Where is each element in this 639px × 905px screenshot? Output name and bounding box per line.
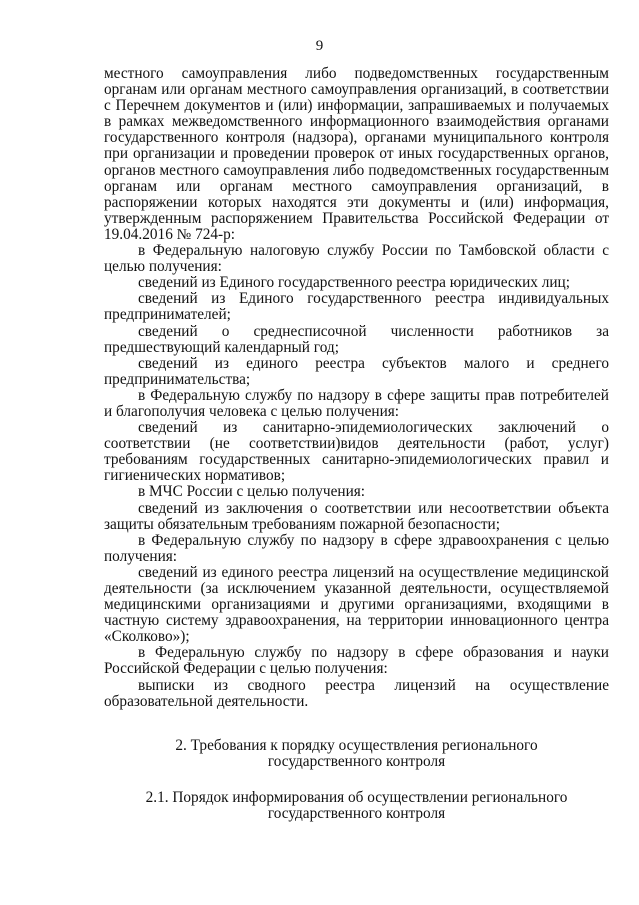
- page-number: 9: [315, 38, 324, 54]
- subsection-heading-line: государственного контроля: [267, 805, 446, 823]
- paragraph: сведений из Единого государственного реестра индивидуальных предпринимателей;: [104, 290, 609, 324]
- paragraph: сведений о среднесписочной численности работников за предшествующий календарный год;: [104, 322, 609, 356]
- paragraph: в Федеральную службу по надзору в сфере здравоохранения с целью получения:: [104, 531, 609, 565]
- section-heading-line: государственного контроля: [267, 752, 446, 770]
- paragraph: сведений из заключения о соответствии или несоответствии объекта защиты обязательным требованиям пожарной безопасности;: [104, 499, 609, 533]
- paragraph: сведений из единого реестра лицензий на осуществление медицинской деятельности (за исключением указанной деятельности, осуществляемой медицинскими организациями и другими организациями, входящими в частную систему здравоохранения, на территории инновационного центра «Сколково»);: [104, 563, 609, 646]
- paragraph: в Федеральную службу по надзору в сфере образования и науки Российской Федерации с целью получения:: [104, 644, 609, 678]
- paragraph: в Федеральную службу по надзору в сфере защиты прав потребителей и благополучия человека с целью получения:: [104, 386, 609, 420]
- paragraph: местного самоуправления либо подведомственных государственным органам или органам местного самоуправления организаций, в соответствии с Перечнем документов и (или) информации, запрашиваемых и получаемых в рамках межведомственного информационного взаимодействия органами государственного контроля (надзора), органами муниципального контроля при организации и проведении проверок от иных государственных органов, органов местного самоуправления либо подведомственных государственным органам или органам местного самоуправления организаций, в распоряжении которых находятся эти документы и (или) информация, утвержденным распоряжением Правительства Российской Федерации от 19.04.2016 № 724-р:: [104, 65, 609, 243]
- paragraph: сведений из Единого государственного реестра юридических лиц;: [138, 274, 570, 292]
- paragraph: сведений из санитарно-эпидемиологических заключений о соответствии (не соответствии)видов деятельности (работ, услуг) требованиям государственных санитарно-эпидемиологических правил и гигиенических нормативов;: [104, 419, 609, 485]
- subsection-heading-line: 2.1. Порядок информирования об осуществлении регионального: [145, 788, 568, 806]
- paragraph: в МЧС России с целью получения:: [138, 483, 366, 501]
- paragraph: выписки из сводного реестра лицензий на осуществление образовательной деятельности.: [104, 676, 609, 710]
- paragraph: в Федеральную налоговую службу России по Тамбовской области с целью получения:: [104, 242, 609, 276]
- document-body: [104, 66, 609, 822]
- subsection-heading: [104, 790, 609, 822]
- paragraph: сведений из единого реестра субъектов малого и среднего предпринимательства;: [104, 354, 609, 388]
- section-heading-line: 2. Требования к порядку осуществления регионального: [175, 736, 538, 754]
- section-heading: [104, 738, 609, 770]
